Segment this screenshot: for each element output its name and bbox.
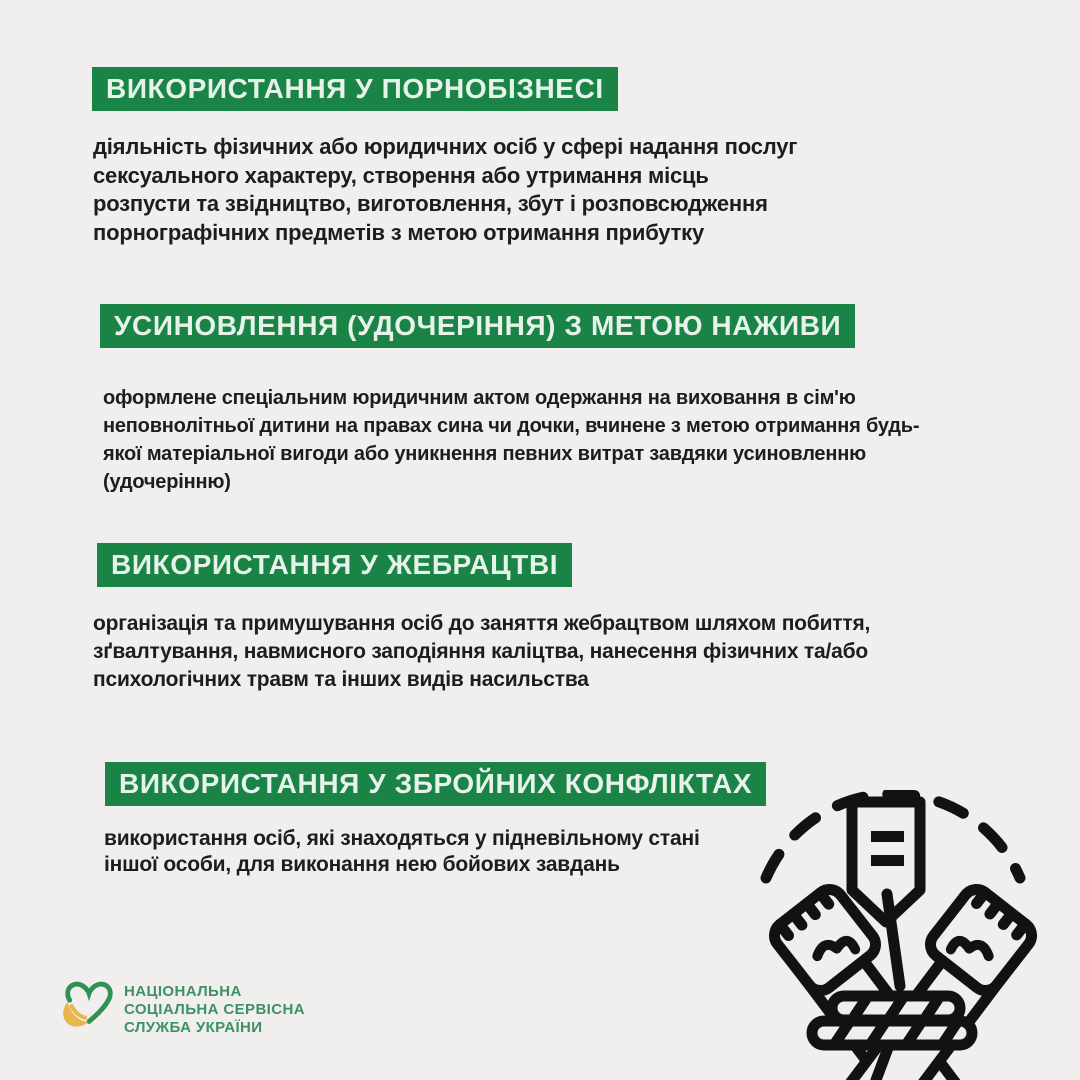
body-text-line: використання осіб, які знаходяться у підневільному стані	[104, 827, 700, 850]
body-text-line: порнографічних предметів з метою отримання прибутку	[93, 219, 705, 245]
nsss-logo	[58, 976, 378, 1046]
logo-text-line: НАЦІОНАЛЬНА	[124, 983, 242, 1000]
body-text-line: психологічних травм та інших видів насильства	[93, 668, 589, 691]
heart-hand-logo-icon	[58, 976, 120, 1036]
body-text-line: неповнолітньої дитини на правах сина чи дочки, вчинене з метою отримання будь-	[103, 415, 920, 437]
body-text-line: розпусти та звідництво, виготовлення, збут і розповсюдження	[93, 191, 768, 216]
body-text-line: діяльність фізичних або юридичних осіб у сфері надання послуг	[93, 134, 798, 159]
nsss-logo-text	[124, 983, 305, 1037]
section-title-begging: ВИКОРИСТАННЯ У ЖЕБРАЦТВІ	[97, 543, 572, 587]
section-body-begging	[93, 610, 870, 694]
body-text-line: оформлене спеціальним юридичним актом одержання на виховання в сім'ю	[103, 387, 856, 409]
body-text-line: якої матеріальної вигоди або уникнення певних витрат завдяки усиновленню	[103, 443, 866, 465]
section-body-adoption-for-profit	[103, 384, 919, 496]
section-title-pornobusiness: ВИКОРИСТАННЯ У ПОРНОБІЗНЕСІ	[92, 67, 618, 111]
body-text-line: сексуального характеру, створення або утримання місць	[93, 162, 709, 188]
body-text-line: іншої особи, для виконання нею бойових завдань	[104, 853, 620, 876]
body-text-line: (удочерінню)	[103, 471, 231, 493]
section-title-armed-conflicts: ВИКОРИСТАННЯ У ЗБРОЙНИХ КОНФЛІКТАХ	[105, 762, 766, 806]
body-text-line: організація та примушування осіб до заняття жебрацтвом шляхом побиття,	[93, 612, 871, 635]
body-text-line: зґвалтування, навмисного заподіяння каліцтва, нанесення фізичних та/або	[93, 640, 869, 663]
logo-text-line: СОЦІАЛЬНА СЕРВІСНА	[124, 1001, 305, 1018]
section-body-armed-conflicts	[104, 826, 700, 878]
section-title-adoption-for-profit: УСИНОВЛЕННЯ (УДОЧЕРІННЯ) З МЕТОЮ НАЖИВИ	[100, 304, 855, 348]
logo-text-line: СЛУЖБА УКРАЇНИ	[124, 1019, 263, 1036]
bound-fists-icon	[728, 790, 1080, 1080]
section-body-pornobusiness	[93, 133, 797, 247]
